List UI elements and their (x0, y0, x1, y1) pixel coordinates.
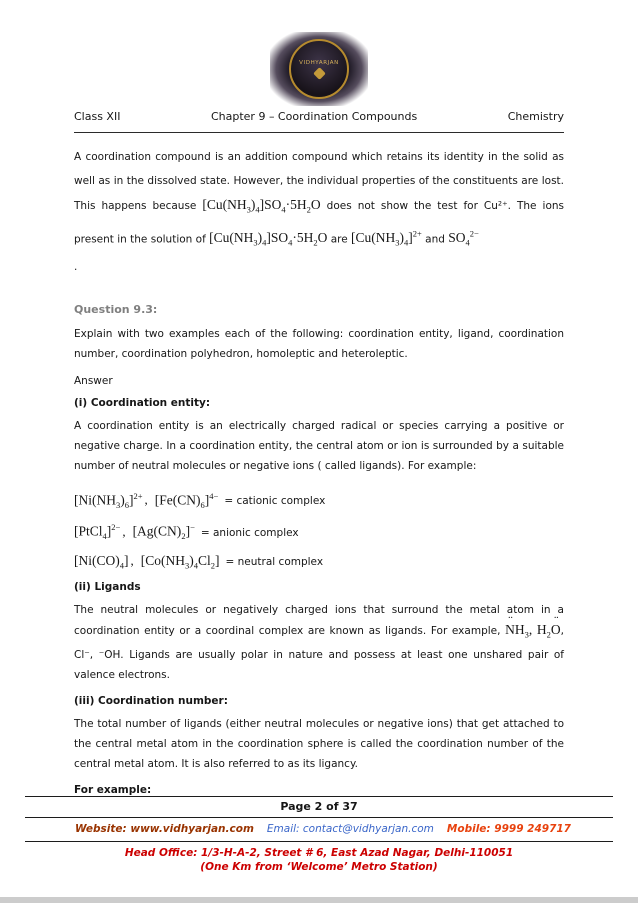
header-chapter-title: Chapter 9 – Coordination Compounds (210, 110, 418, 123)
comma-separator: , (144, 492, 148, 508)
intro-text-3: are (327, 233, 352, 246)
logo-ring (289, 39, 349, 99)
intro-text-1: A coordination compound is an addition compound which retains its identity in the solid as well as in the dissolved state. However, the individual properties of the constituents are lost. This happens because (74, 151, 564, 212)
section-ii-heading: (ii) Ligands (74, 580, 141, 593)
page-header (74, 110, 564, 133)
cationic-complex-line (74, 491, 564, 510)
ligands-text-1: The neutral molecules or negatively charged ions that surround the metal atom in a coordination entity or a coordinal complex are known as ligands. For example, (74, 603, 564, 637)
for-example-heading: For example: (74, 783, 152, 796)
formula-fe-cn-6: $[Fe(CN)_6]^{4-}$ (154, 490, 219, 511)
contact-row (25, 818, 613, 841)
website-text: Website: www.vidhyarjan.com (75, 823, 254, 835)
intro-period: . (74, 260, 78, 273)
cationic-complex-label: = cationic complex (224, 495, 326, 508)
formula-sulfate-anion: $SO_4^{2-}$ (448, 228, 479, 248)
intro-text-4: and (421, 233, 449, 246)
head-office-block (25, 842, 613, 874)
page-content (0, 110, 638, 796)
head-office-landmark: (One Km from ‘Welcome’ Metro Station) (200, 861, 438, 873)
neutral-complex-label: = neutral complex (225, 556, 324, 569)
formula-nh3-h2o-lone-pairs: ·· $NH_3$, $H_2$ ·· O (505, 612, 561, 640)
logo-row (0, 0, 638, 106)
page-number: Page 2 of 37 (280, 800, 358, 813)
vidhyarjan-logo (270, 32, 368, 106)
formula-ni-nh3-6: $[Ni(NH_3)_6]^{2+}$ (74, 490, 143, 511)
comma-separator: , (130, 553, 134, 569)
section-i-body: A coordination entity is an electrically charged radical or species carrying a positive or negative charge. In a coordination entity, the central atom or ion is surrounded by a suitable number of neutral molecules or negative ions ( called ligands). For example: (74, 419, 564, 472)
answer-label: Answer (74, 374, 113, 387)
intro-text-2: does not show the test for Cu²⁺. The ions present in the solution of (74, 200, 564, 246)
ligands-text-2: , Cl⁻, ⁻OH. Ligands are usually polar in nature and possess at least one unshared pair of valence electrons. (74, 624, 564, 681)
anionic-complex-label: = anionic complex (200, 526, 299, 539)
logo-crest-icon (313, 67, 326, 80)
formula-co-nh3-4-cl2: $[Co(NH_3)_4Cl_2]$ (140, 553, 220, 571)
question-label: Question 9.3: (74, 302, 158, 316)
section-i-heading: (i) Coordination entity: (74, 396, 211, 409)
formula-cu-nh3-cation: $[Cu(NH_3)_4]^{2+}$ (351, 228, 422, 248)
header-subject: Chemistry (507, 110, 564, 123)
neutral-complex-line (74, 553, 564, 571)
intro-paragraph (74, 145, 564, 279)
formula-cu-nh3-so4: $[Cu(NH_3)_4]SO_4\cdot 5H_2O$ (202, 197, 321, 215)
comma-separator: , (122, 523, 126, 539)
section-ii-body (74, 600, 564, 685)
question-text: Explain with two examples each of the following: coordination entity, ligand, coordination number, coordination polyhedron, homoleptic and heteroleptic. (74, 327, 564, 360)
formula-ni-co-4: $[Ni(CO)_4]$ (74, 553, 129, 571)
mobile-text: Mobile: 9999 249717 (446, 823, 571, 835)
formula-cu-nh3-so4-repeat: $[Cu(NH_3)_4]SO_4\cdot 5H_2O$ (209, 230, 328, 248)
header-class: Class XII (74, 110, 121, 123)
head-office-address: Head Office: 1/3-H-A-2, Street # 6, East Azad Nagar, Delhi-110051 (124, 847, 514, 859)
page-footer (25, 796, 613, 874)
anionic-complex-line (74, 522, 564, 541)
section-iii-body: The total number of ligands (either neutral molecules or negative ions) that get attached to the central metal atom in the coordination sphere is called the coordination number of the central metal atom. It is also referred to as its ligancy. (74, 717, 564, 770)
formula-ag-cn-2: $[Ag(CN)_2]^-$ (132, 522, 195, 542)
page-bottom-edge (0, 897, 638, 903)
section-iii-heading: (iii) Coordination number: (74, 694, 228, 707)
formula-ptcl4: [PtCl$_4$]$^{2-}$ (74, 522, 121, 542)
logo-text: VIDHYARJAN (299, 60, 339, 66)
email-text: Email: contact@vidhyarjan.com (266, 823, 434, 835)
